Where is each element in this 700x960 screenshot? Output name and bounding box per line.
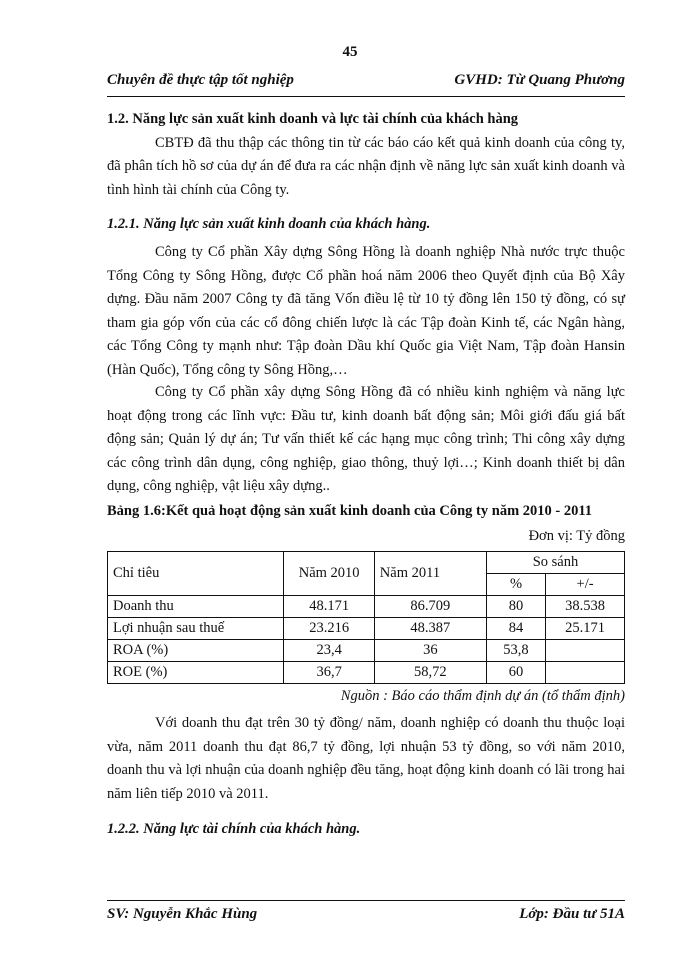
cell-pct: 80 [486, 596, 545, 618]
section-1-2-paragraph: CBTĐ đã thu thập các thông tin từ các báo cáo kết quả kinh doanh của công ty, đã phân tích hồ sơ của dự án để đưa ra các nhận định về năng lực sản xuất kinh doanh và tình hình tài chính của Công ty. [107, 134, 625, 198]
section-1-2-1-paragraph-1: Công ty Cổ phần Xây dựng Sông Hồng là doanh nghiệp Nhà nước trực thuộc Tổng Công ty Sông Hồng, được Cổ phần hoá năm 2006 theo Quyết định của Bộ Xây dựng. Đầu năm 2007 Công ty đã tăng Vốn điều lệ từ 10 tỷ đồng lên 150 tỷ đồng, có sự tham gia góp vốn của các cổ đông chiến lược là các Tập đoàn Kinh tế, các Ngân hàng, các Tổng Công ty mạnh như: Tập đoàn Dầu khí Quốc gia Việt Nam, Tập đoàn Hansin (Hàn Quốc), Tổng công ty Sông Hồng,… [107, 244, 625, 378]
section-1-2-2-heading: 1.2.2. Năng lực tài chính của khách hàng. [107, 821, 361, 837]
footer-rule [107, 900, 625, 901]
cell-diff: 38.538 [546, 596, 625, 618]
table-row [108, 640, 625, 662]
page-number: 45 [342, 44, 358, 60]
cell-pct: 60 [486, 662, 545, 684]
header-advisor: GVHD: Từ Quang Phương [454, 72, 625, 88]
cell-diff [546, 640, 625, 662]
cell-indicator: ROE (%) [108, 662, 284, 684]
table-source: Nguồn : Báo cáo thẩm định dự án (tổ thẩm định) [340, 688, 625, 704]
cell-2011: 48.387 [374, 618, 486, 640]
cell-2010: 23,4 [284, 640, 374, 662]
cell-diff: 25.171 [546, 618, 625, 640]
cell-indicator: Lợi nhuận sau thuế [108, 618, 284, 640]
table-unit: Đơn vị: Tỷ đồng [528, 528, 625, 544]
header-rule [107, 96, 625, 97]
results-table [107, 551, 625, 684]
section-1-2-1-body [107, 241, 625, 382]
table-row [108, 662, 625, 684]
header-title: Chuyên đề thực tập tốt nghiệp [107, 72, 294, 88]
table-row [108, 618, 625, 640]
header-pct: % [486, 574, 545, 596]
cell-2011: 58,72 [374, 662, 486, 684]
table-row [108, 596, 625, 618]
section-1-2-1 [107, 213, 625, 237]
section-1-2-heading: 1.2. Năng lực sản xuất kinh doanh và lực tài chính của khách hàng [107, 111, 519, 127]
after-table-paragraph: Với doanh thu đạt trên 30 tỷ đồng/ năm, doanh nghiệp có doanh thu thuộc loại vừa, năm 2011 doanh thu đạt 86,7 tỷ đồng, lợi nhuận 53 tỷ đồng, so với năm 2010, doanh thu và lợi nhuận của doanh nghiệp đều tăng, hoạt động kinh doanh có lãi trong hai năm liên tiếp 2010 và 2011. [107, 715, 625, 802]
header-compare: So sánh [486, 552, 624, 574]
header-diff: +/- [546, 574, 625, 596]
after-table [107, 712, 625, 806]
cell-diff [546, 662, 625, 684]
footer-class: Lớp: Đầu tư 51A [519, 906, 625, 922]
table-caption: Bảng 1.6:Kết quả hoạt động sản xuất kinh doanh của Công ty năm 2010 - 2011 [107, 503, 593, 519]
cell-indicator: ROA (%) [108, 640, 284, 662]
footer-student: SV: Nguyễn Khắc Hùng [107, 906, 258, 922]
table-header-row-1 [108, 552, 625, 574]
cell-2011: 86.709 [374, 596, 486, 618]
section-1-2-2 [107, 818, 625, 842]
section-1-2-1-heading: 1.2.1. Năng lực sản xuất kinh doanh của khách hàng. [107, 216, 431, 232]
section-1-2-1-body-2 [107, 381, 625, 499]
cell-indicator: Doanh thu [108, 596, 284, 618]
section-1-2 [107, 108, 625, 202]
cell-2010: 48.171 [284, 596, 374, 618]
cell-2010: 36,7 [284, 662, 374, 684]
cell-pct: 84 [486, 618, 545, 640]
header-2011: Năm 2011 [374, 552, 486, 596]
cell-pct: 53,8 [486, 640, 545, 662]
header-indicator: Chỉ tiêu [108, 552, 284, 596]
section-1-2-1-paragraph-2: Công ty Cổ phần xây dựng Sông Hồng đã có nhiều kinh nghiệm và năng lực hoạt động trong các lĩnh vực: Đầu tư, kinh doanh bất động sản; Môi giới đấu giá bất động sản; Quản lý dự án; Tư vấn thiết kế các hạng mục công trình; Thi công xây dựng các công trình dân dụng, công nghiệp, giao thông, thuỷ lợi…; Kinh doanh thiết bị dân dụng, công nghiệp, vật liệu xây dựng.. [107, 384, 625, 494]
cell-2011: 36 [374, 640, 486, 662]
cell-2010: 23.216 [284, 618, 374, 640]
header-2010: Năm 2010 [284, 552, 374, 596]
